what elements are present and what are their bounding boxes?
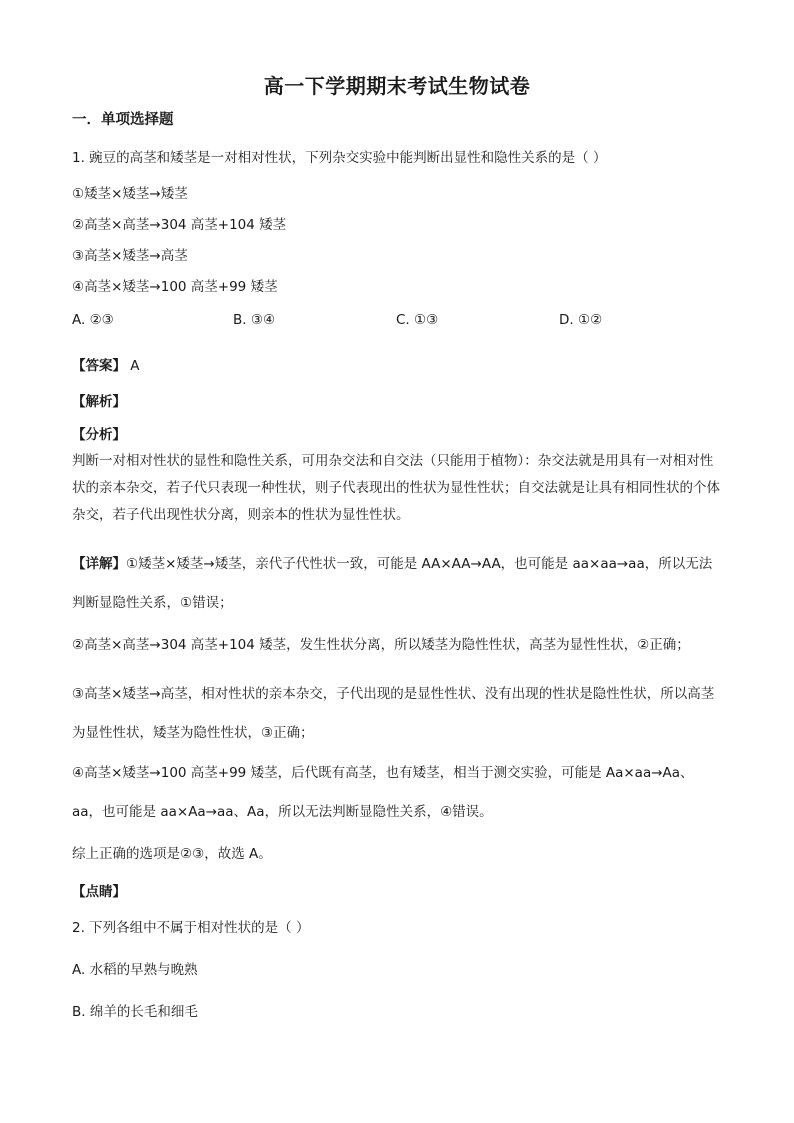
analysis-label: 【解析】	[72, 394, 126, 410]
q1-option-a: A. ②③	[72, 312, 114, 328]
detail-1	[72, 545, 722, 623]
q2-stem: 2. 下列各组中不属于相对性状的是（ ）	[72, 920, 310, 936]
q2-option-a: A. 水稻的早熟与晚熟	[72, 962, 198, 978]
q1-answer	[72, 354, 140, 374]
detail-2: ②高茎×高茎→304 高茎+104 矮茎，发生性状分离，所以矮茎为隐性性状，高茎为显性性状，②正确；	[72, 637, 690, 653]
detail-3: ③高茎×矮茎→高茎，相对性状的亲本杂交，子代出现的是显性性状、没有出现的性状是隐性性状，所以高茎为显性性状，矮茎为隐性性状，③正确；	[72, 686, 715, 741]
answer-label: 【答案】	[72, 358, 126, 374]
page-title: 高一下学期期末考试生物试卷	[263, 74, 531, 98]
q1-item-2: ②高茎×高茎→304 高茎+104 矮茎	[72, 217, 287, 233]
section-heading: 一．单项选择题	[72, 112, 174, 128]
answer-value: A	[130, 358, 140, 374]
summary: 综上正确的选项是②③，故选 A。	[72, 846, 272, 862]
detail-label: 【详解】	[72, 556, 126, 572]
q1-stem: 1. 豌豆的高茎和矮茎是一对相对性状，下列杂交实验中能判断出显性和隐性关系的是（ ）	[72, 150, 607, 166]
q1-option-d: D. ①②	[559, 312, 603, 328]
q1-item-1: ①矮茎×矮茎→矮茎	[72, 186, 188, 202]
fenxi-text: 判断一对相对性状的显性和隐性关系，可用杂交法和自交法（只能用于植物）：杂交法就是用具有一对相对性状的亲本杂交，若子代只表现一种性状，则子代表现出的性状为显性性状；自交法就是让具有相同性状的个体杂交，若子代出现性状分离，则亲本的性状为显性性状。	[72, 453, 720, 523]
detail-4: ④高茎×矮茎→100 高茎+99 矮茎，后代既有高茎，也有矮茎，相当于测交实验，可能是 Aa×aa→Aa、aa，也可能是 aa×Aa→aa、Aa，所以无法判断显隐性关系，④错误。	[72, 765, 694, 820]
q2-option-b: B. 绵羊的长毛和细毛	[72, 1004, 198, 1020]
fenxi-label: 【分析】	[72, 427, 126, 443]
q1-option-b: B. ③④	[233, 312, 276, 328]
q1-option-c: C. ①③	[396, 312, 439, 328]
q1-item-4: ④高茎×矮茎→100 高茎+99 矮茎	[72, 279, 278, 295]
detail-1-text: ①矮茎×矮茎→矮茎，亲代子代性状一致，可能是 AA×AA→AA，也可能是 aa×aa→aa，所以无法判断显隐性关系，①错误；	[72, 556, 713, 611]
dianjing-label: 【点睛】	[72, 884, 126, 900]
q1-item-3: ③高茎×矮茎→高茎	[72, 248, 188, 264]
